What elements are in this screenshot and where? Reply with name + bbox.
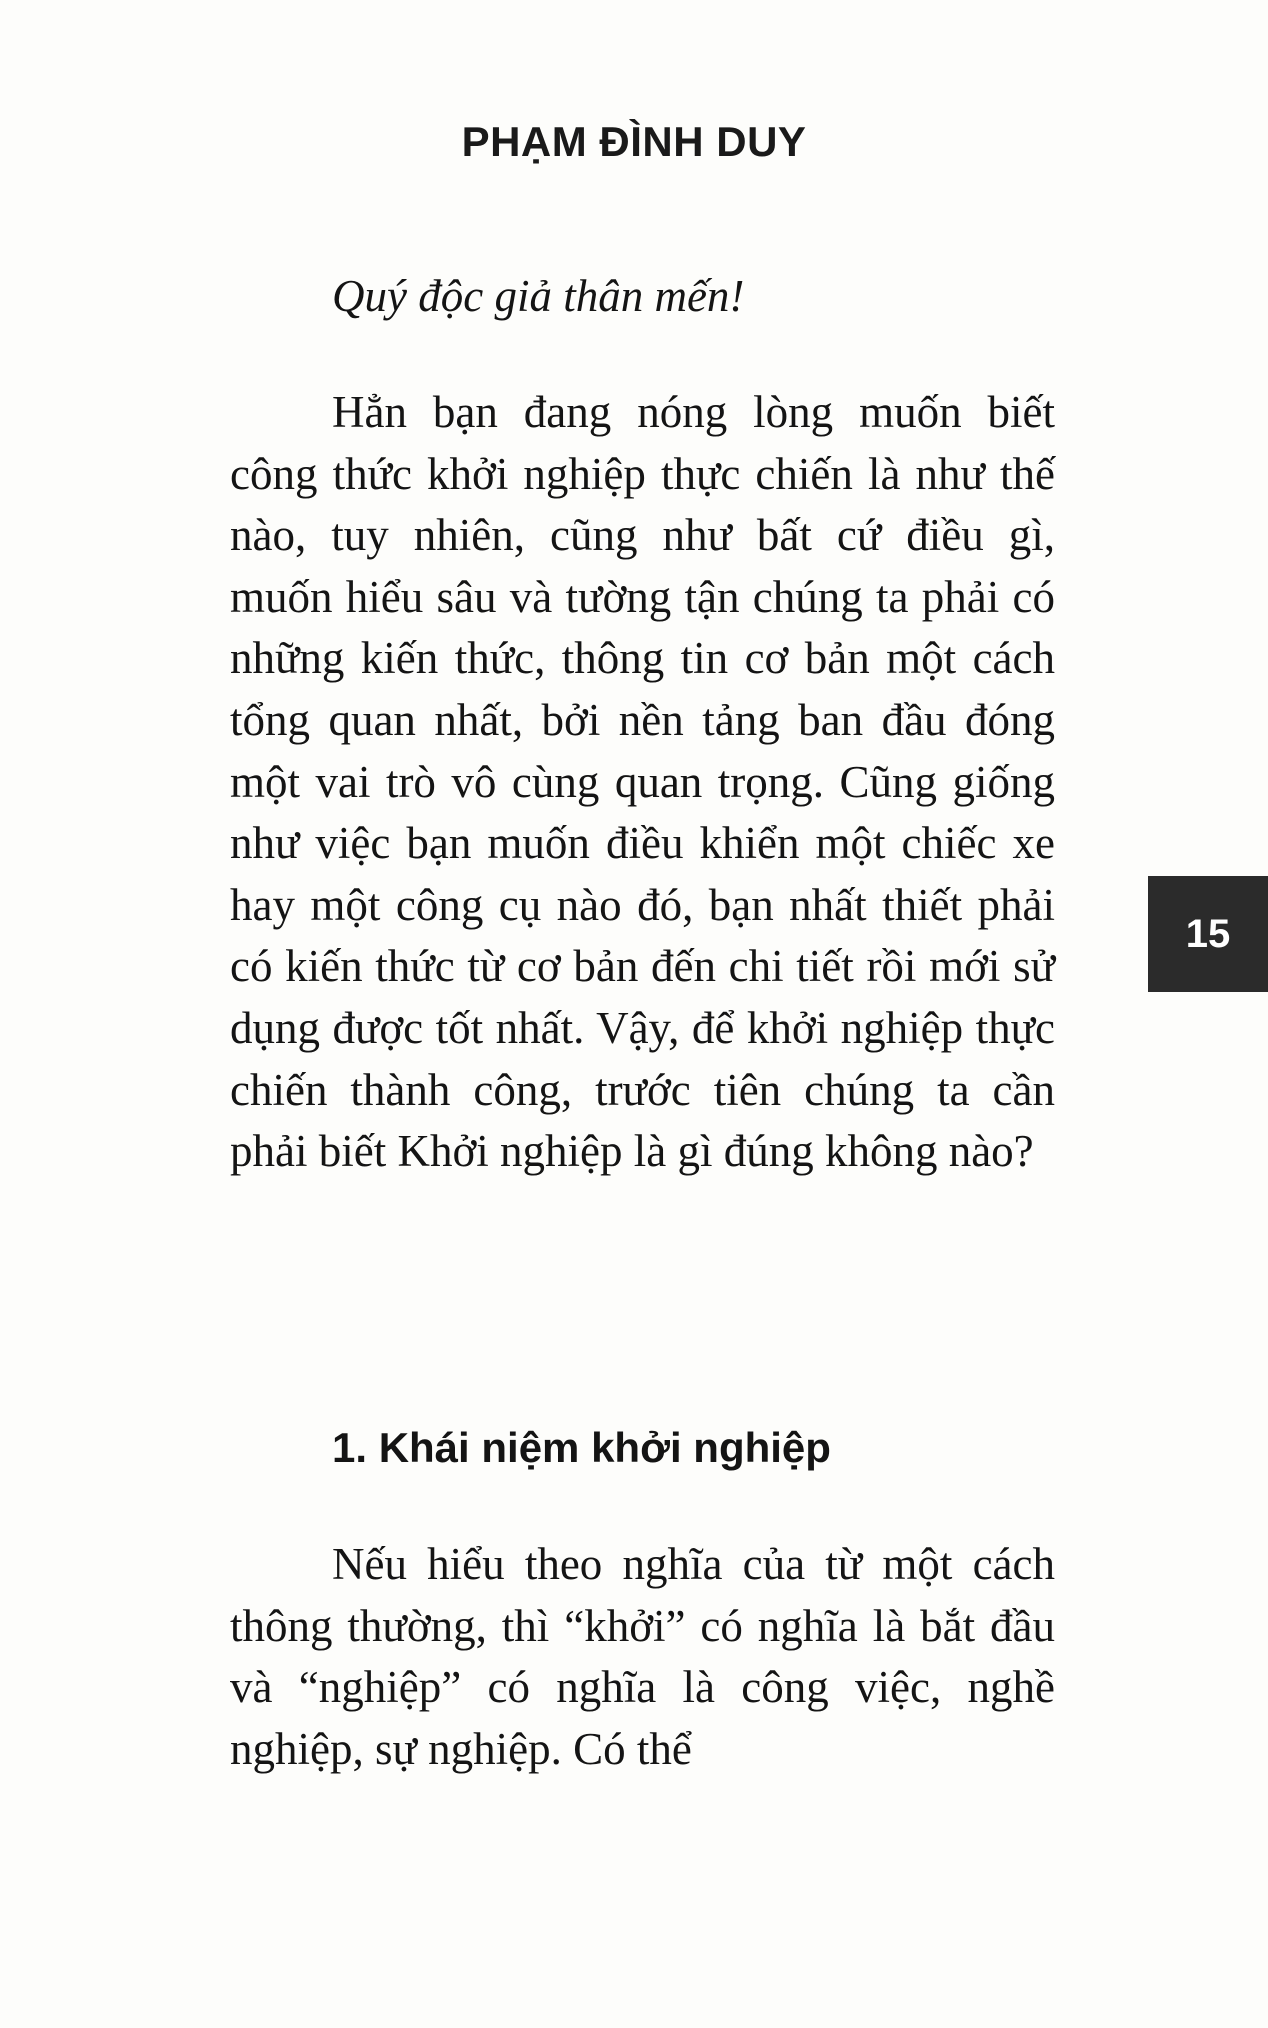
body-column-2 (230, 1534, 1055, 1780)
body-column-1 (230, 382, 1055, 1183)
body-paragraph: Nếu hiểu theo nghĩa của từ một cách thông thường, thì “khởi” có nghĩa là bắt đầu và “nghiệp” có nghĩa là công việc, nghề nghiệp, sự nghiệp. Có thể (230, 1539, 1055, 1774)
section-heading: 1. Khái niệm khởi nghiệp (332, 1424, 831, 1471)
page-number-tab (1148, 876, 1268, 992)
page-number: 15 (1185, 911, 1231, 956)
greeting-line: Quý độc giả thân mến! (332, 271, 745, 321)
body-paragraph: Hẳn bạn đang nóng lòng muốn biết công thức khởi nghiệp thực chiến là như thế nào, tuy nhiên, cũng như bất cứ điều gì, muốn hiểu sâu và tường tận chúng ta phải có những kiến thức, thông tin cơ bản một cách tổng quan nhất, bởi nền tảng ban đầu đóng một vai trò vô cùng quan trọng. Cũng giống như việc bạn muốn điều khiển một chiếc xe hay một công cụ nào đó, bạn nhất thiết phải có kiến thức từ cơ bản đến chi tiết rồi mới sử dụng được tốt nhất. Vậy, để khởi nghiệp thực chiến thành công, trước tiên chúng ta cần phải biết Khởi nghiệp là gì đúng không nào? (230, 387, 1055, 1177)
running-header-author: PHẠM ĐÌNH DUY (461, 118, 807, 165)
